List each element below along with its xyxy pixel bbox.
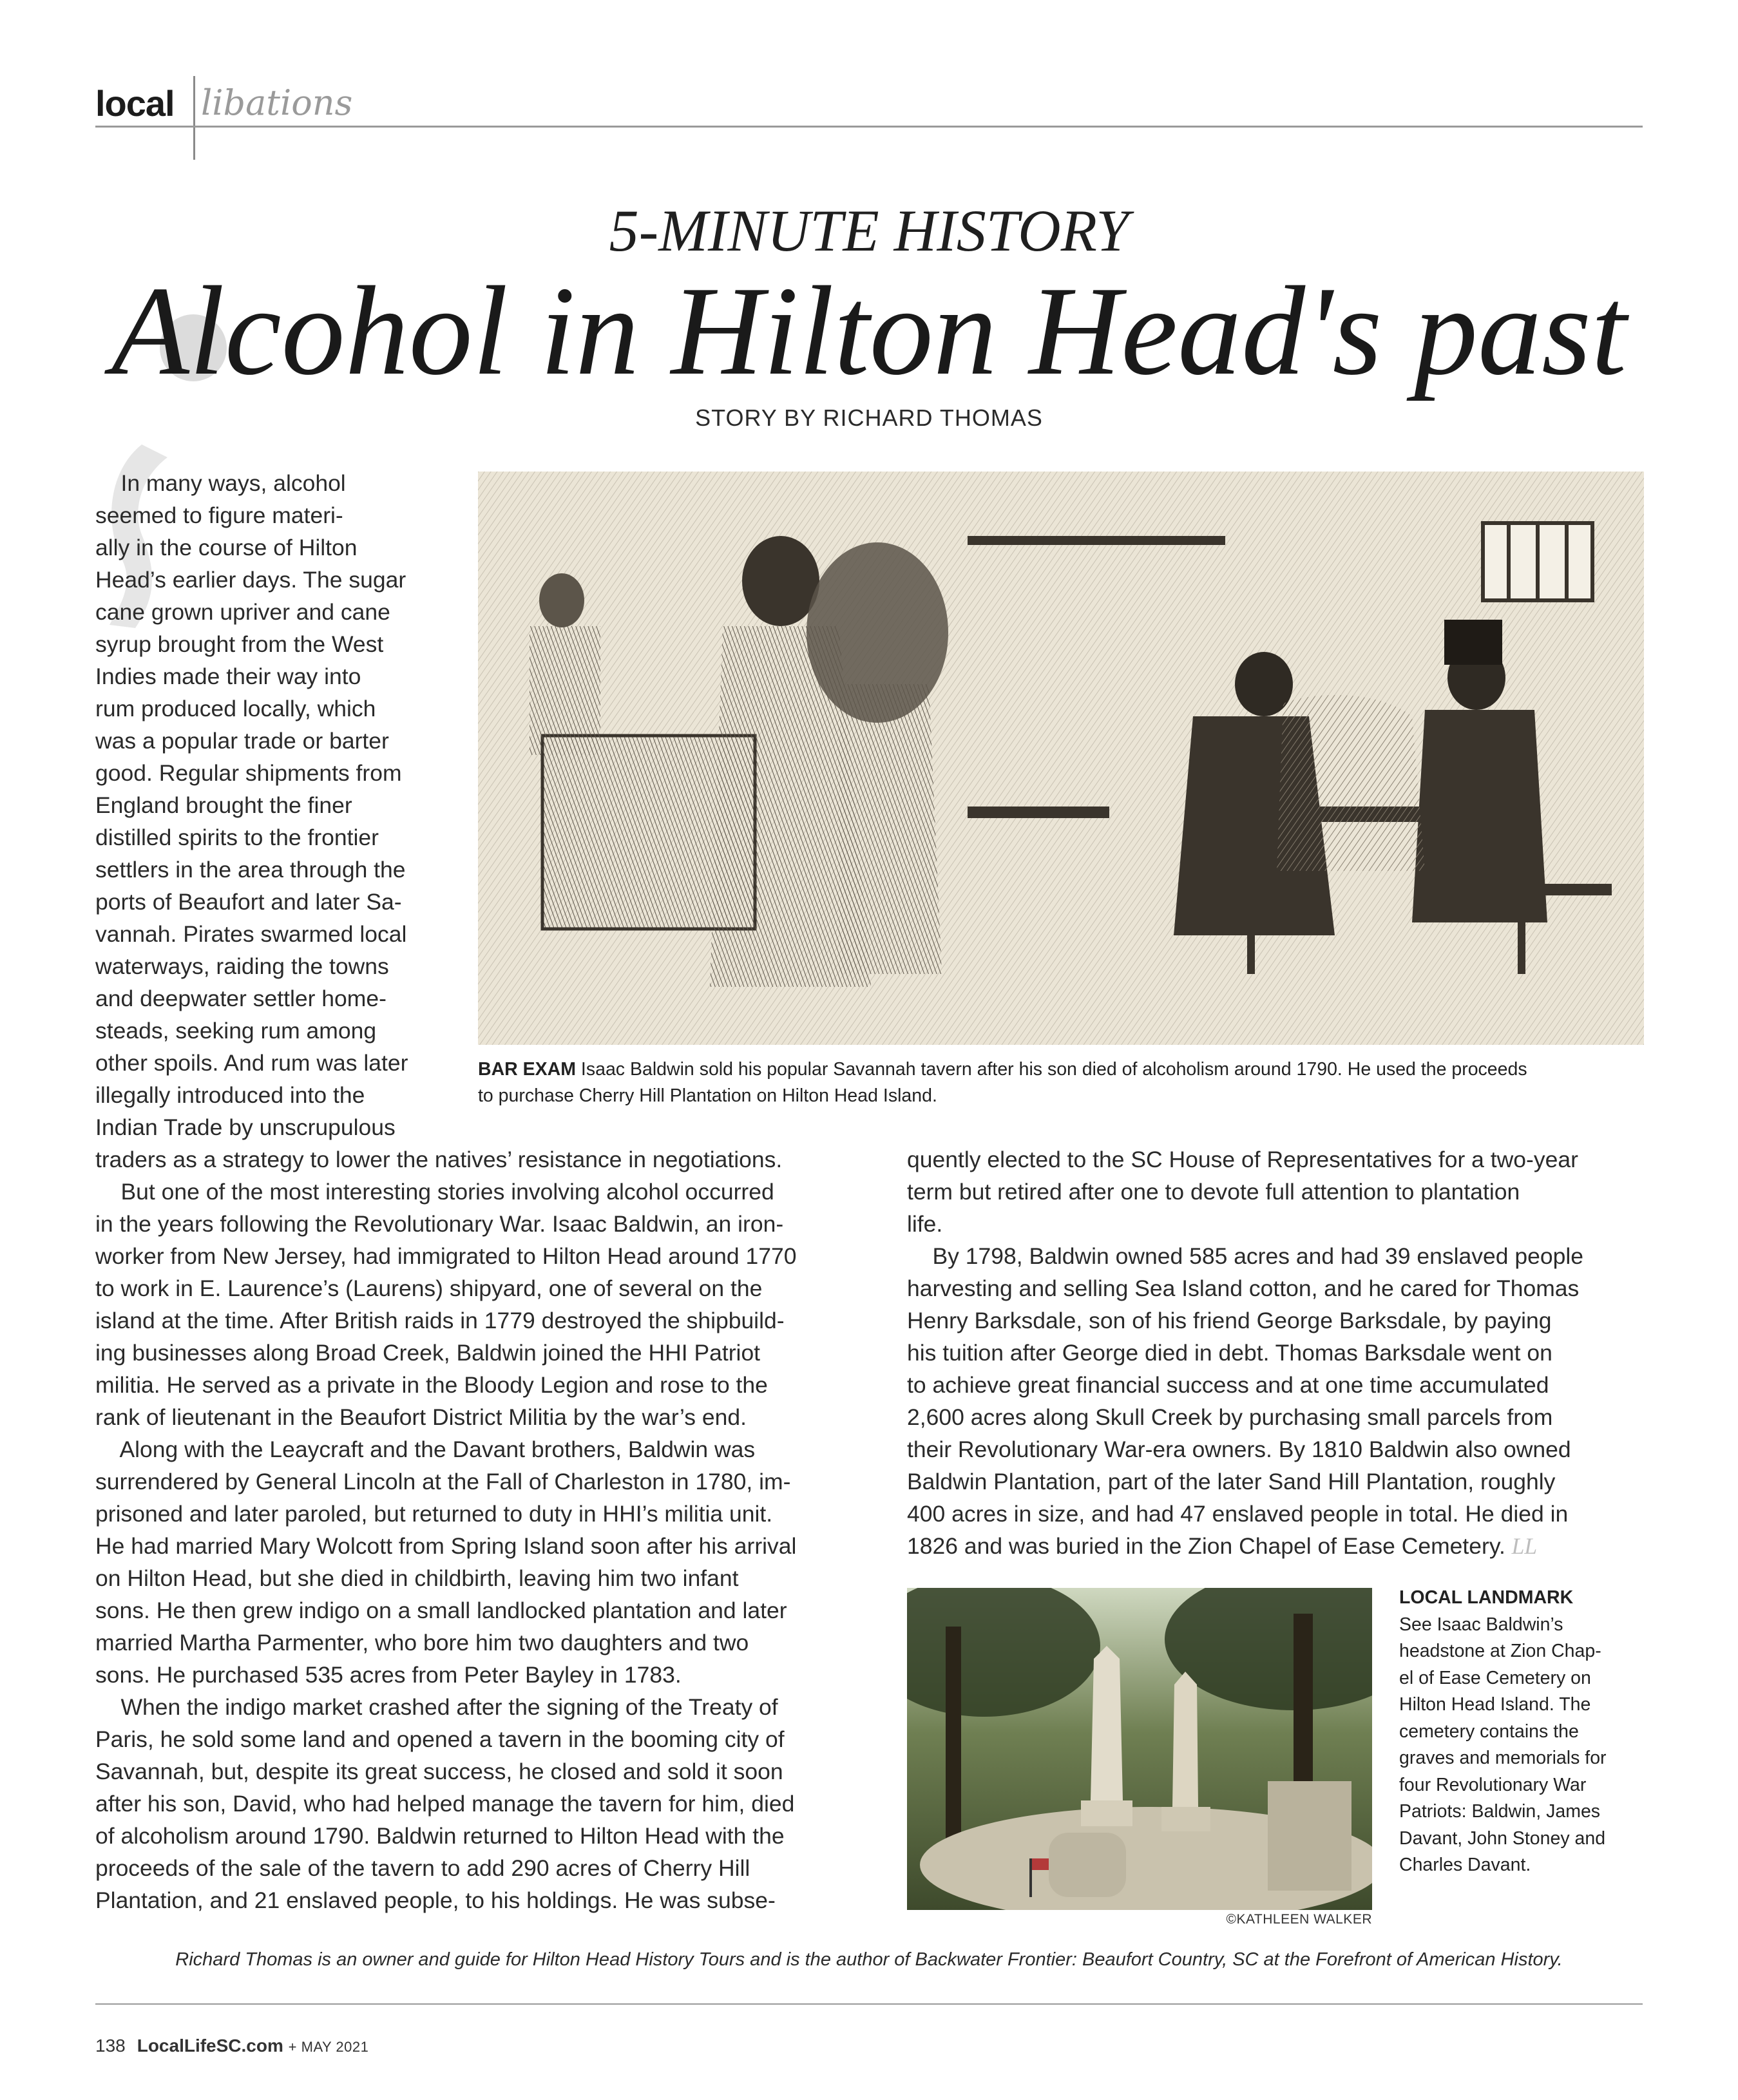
tavern-engraving-image <box>478 472 1644 1045</box>
hero-caption-text: Isaac Baldwin sold his popular Savannah tavern after his son died of alcoholism around 1790. He used the proceeds to purchase Cherry Hill Plantation on Hilton Head Island. <box>478 1059 1527 1106</box>
photo-credit: ©KATHLEEN WALKER <box>1226 1912 1372 1927</box>
section-name: libations <box>201 82 353 123</box>
landmark-label: LOCAL LANDMARK <box>1399 1587 1574 1608</box>
article-title: Alcohol in Hilton Head's past <box>111 260 1627 401</box>
header-rule <box>95 126 1643 128</box>
author-bio: Richard Thomas is an owner and guide for Hilton Head History Tours and is the author of Backwater Frontier: Beaufort Country, SC at the Forefront of American History. <box>175 1949 1563 1970</box>
end-mark: LL <box>1511 1533 1538 1559</box>
hero-caption-label: BAR EXAM <box>478 1059 577 1080</box>
article-left-column: traders as a strategy to lower the natives’ resistance in negotiations. But one of the most interesting stories involving alcohol occurred in the years following the Revolutionary War. Isaac Baldwin, an iron- worker from New Jersey, had immigrated to Hilton Head around 1770 to work in E. Laurence’s (Laurens) shipyard, one of several on the island at the time. After British raids in 1779 destroyed the shipbuild- ing businesses along Broad Creek, Baldwin joined the HHI Patriot militia. He served as a private in the Bloody Legion and rose to the rank of lieutenant in the Beaufort District Militia by the war’s end. Along with the Leaycraft and the Davant brothers, Baldwin was surrendered by General Lincoln at the Fall of Charleston in 1780, im- prisoned and later paroled, but returned to duty in HHI’s militia unit. He had married Mary Wolcott from Spring Island soon after his arrival on Hilton Head, but she died in childbirth, leaving him two infant sons. He then grew indigo on a small landlocked plantation and later married Martha Parmenter, who bore him two daughters and two sons. He purchased 535 acres from Peter Bayley in 1783. When the indigo market crashed after the signing of the Treaty of Paris, he sold some land and opened a tavern in the booming city of Savannah, but, despite its great success, he closed and sold it soon after his son, David, who had helped manage the tavern for him, died of alcoholism around 1790. Baldwin returned to Hilton Head with the proceeds of the sale of the tavern to add 290 acres of Cherry Hill Plantation, and 21 enslaved people, to his holdings. He was subse- <box>95 1147 797 1913</box>
article-right-text: quently elected to the SC House of Representatives for a two-year term but retired after one to devote full attention to plantation life. By 1798, Baldwin owned 585 acres and had 39 enslaved people harvesting and selling Sea Island cotton, and he cared for Thomas Henry Barksdale, son of his friend George Barksdale, by paying his tuition after George died in debt. Thomas Barksdale went on to achieve great financial success and at one time accumulated 2,600 acres along Skull Creek by purchasing small parcels from their Revolutionary War-era owners. By 1810 Baldwin also owned Baldwin Plantation, part of the later Sand Hill Plantation, roughly 400 acres in size, and had 47 enslaved people in total. He died in 1826 and was buried in the Zion Chapel of Ease Cemetery. <box>907 1147 1583 1559</box>
section-brand: local <box>95 83 175 124</box>
article-byline: STORY BY RICHARD THOMAS <box>695 405 1043 431</box>
article-intro: In many ways, alcohol seemed to figure materi- ally in the course of Hilton Head’s earlier days. The sugar cane grown upriver and cane syrup brought from the West Indies made their way into rum produced locally, which was a popular trade or barter good. Regular shipments from England brought the finer distilled spirits to the frontier settlers in the area through the ports of Beaufort and later Sa- vannah. Pirates swarmed local waterways, raiding the towns and deepwater settler home- steads, seeking rum among other spoils. And rum was later illegally introduced into the Indian Trade by unscrupulous <box>95 470 408 1140</box>
header-divider <box>193 76 195 160</box>
landmark-caption <box>1399 1585 1607 1879</box>
issue-date: + MAY 2021 <box>288 2039 369 2055</box>
article-kicker: 5-MINUTE HISTORY <box>609 198 1129 263</box>
page-number: 138 <box>95 2036 126 2056</box>
site-link[interactable]: LocalLifeSC.com <box>137 2036 283 2056</box>
hero-caption <box>478 1056 1527 1109</box>
page-footer <box>95 2036 368 2056</box>
footer-rule <box>95 2003 1643 2005</box>
cemetery-photo <box>907 1588 1372 1910</box>
landmark-text: See Isaac Baldwin’s headstone at Zion Chap- el of Ease Cemetery on Hilton Head Island. The cemetery contains the graves and memorials for four Revolutionary War Patriots: Baldwin, James Davant, John Stoney and Charles Davant. <box>1399 1614 1607 1875</box>
article-right-column <box>907 1143 1583 1562</box>
